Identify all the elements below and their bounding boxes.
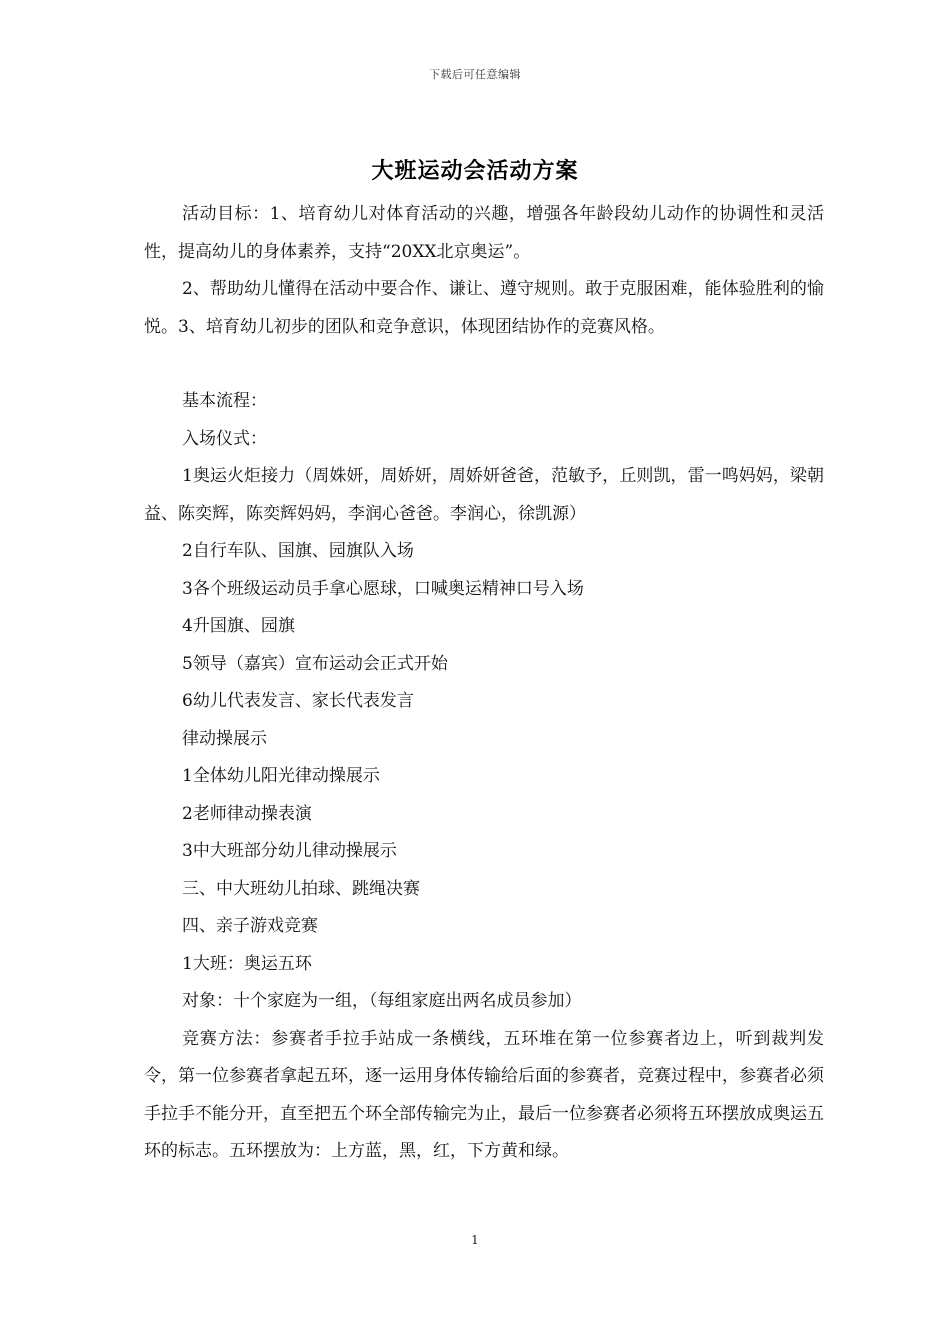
- paragraph-goal-2: 2、帮助幼儿懂得在活动中要合作、谦让、遵守规则。敢于克服困难，能体验胜利的愉悦。3、培育幼儿初步的团队和竞争意识，体现团结协作的竞赛风格。: [144, 279, 824, 337]
- paragraph-competition-method: 竞赛方法：参赛者手拉手站成一条横线，五环堆在第一位参赛者边上，听到裁判发令，第一位参赛者拿起五环，逐一运用身体传输给后面的参赛者，竞赛过程中，参赛者必须手拉手不能分开，直至把五个环全部传输完为止，最后一位参赛者必须将五环摆放成奥运五环的标志。五环摆放为：上方蓝，黑，红，下方黄和绿。: [144, 1028, 824, 1161]
- paragraph-participants: 对象：十个家庭为一组，（每组家庭出两名成员参加）: [182, 991, 582, 1011]
- paragraph-opening-announcement: 5领导（嘉宾）宣布运动会正式开始: [182, 653, 448, 674]
- paragraph-teacher-performance: 2老师律动操表演: [182, 803, 312, 824]
- paragraph-flag-raising: 4升国旗、园旗: [182, 616, 295, 636]
- page-number: 1: [471, 1233, 479, 1247]
- paragraph-bicycle-team: 2自行车队、国旗、园旗队入场: [182, 541, 414, 561]
- paragraph-entrance-ceremony: 入场仪式：: [182, 428, 267, 449]
- document-body: [144, 196, 824, 1171]
- page-header: 下载后可任意编辑: [429, 68, 521, 81]
- paragraph-speeches: 6幼儿代表发言、家长代表发言: [182, 691, 414, 711]
- paragraph-goal-1: 活动目标：1、培育幼儿对体育活动的兴趣，增强各年龄段幼儿动作的协调性和灵活性，提高幼儿的身体素养，支持“20XX北京奥运”。: [144, 204, 824, 262]
- paragraph-olympic-rings: 1大班：奥运五环: [182, 953, 312, 974]
- paragraph-class-exercise: 3中大班部分幼儿律动操展示: [182, 841, 397, 861]
- paragraph-athletes-entry: 3各个班级运动员手拿心愿球，口喊奥运精神口号入场: [182, 578, 584, 599]
- paragraph-rhythm-exercise: 律动操展示: [182, 728, 267, 749]
- paragraph-spacer: [144, 346, 824, 383]
- paragraph-all-children-exercise: 1全体幼儿阳光律动操展示: [182, 766, 380, 786]
- document-title: 大班运动会活动方案: [371, 158, 579, 184]
- paragraph-ball-rope-finals: 三、中大班幼儿拍球、跳绳决赛: [182, 878, 420, 899]
- paragraph-parent-child-games: 四、亲子游戏竞赛: [182, 916, 318, 936]
- paragraph-torch-relay: 1奥运火炬接力（周姝妍，周娇妍，周娇妍爸爸，范敏予，丘则凯，雷一鸣妈妈，梁朝益、陈奕辉，陈奕辉妈妈，李润心爸爸。李润心，徐凯源）: [144, 466, 824, 524]
- paragraph-basic-flow: 基本流程：: [182, 391, 267, 411]
